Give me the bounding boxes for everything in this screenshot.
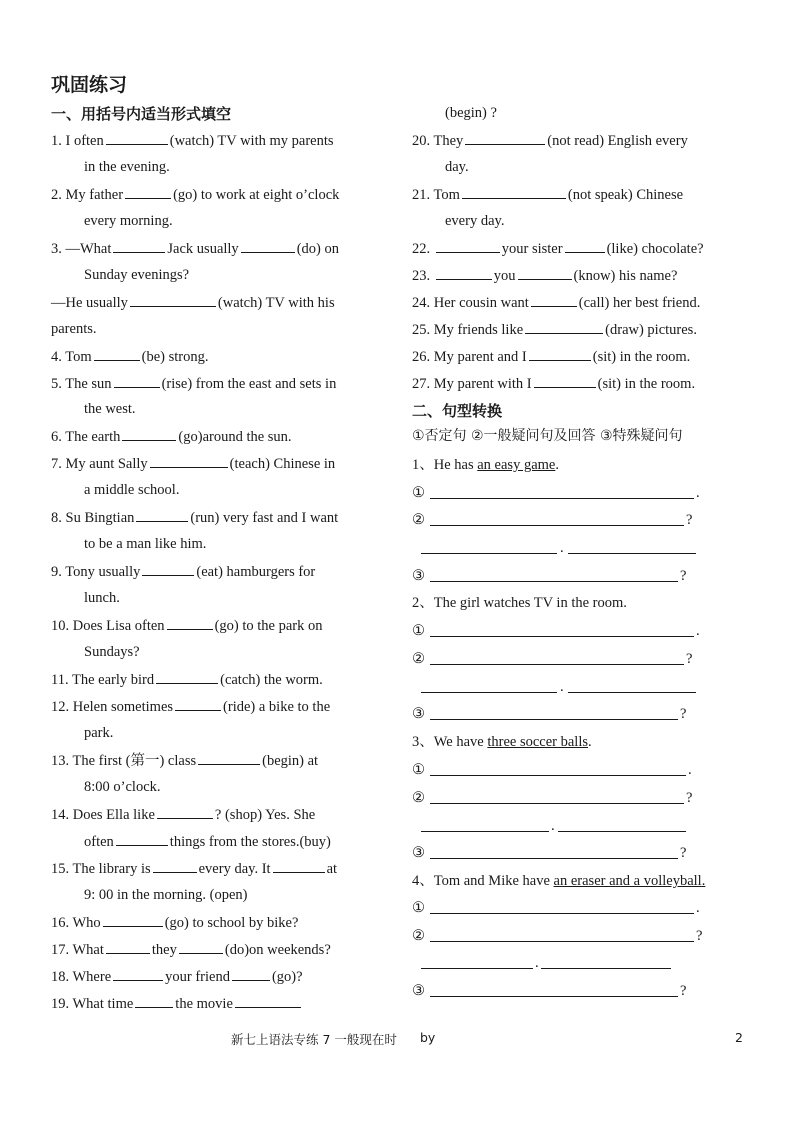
question-2: 2. My father (go) to work at eight o’clock — [51, 187, 340, 203]
question-15: 15. The library is every day. It at — [51, 861, 338, 877]
question-7-cont: a middle school. — [84, 482, 180, 498]
answer-blank[interactable] — [122, 427, 176, 441]
mark-3: ③ — [412, 983, 425, 999]
answer-blank[interactable] — [518, 266, 572, 280]
question-10-cont: Sundays? — [84, 644, 140, 660]
answer-blank[interactable] — [534, 374, 596, 388]
answer-blank[interactable] — [130, 293, 216, 307]
answer-line[interactable] — [430, 913, 694, 914]
question-7: 7. My aunt Sally (teach) Chinese in — [51, 456, 336, 472]
footer-by: by — [420, 1030, 436, 1045]
answer-line[interactable] — [430, 498, 694, 499]
answer-blank[interactable] — [235, 994, 301, 1008]
question-13: 13. The first (第一) class (begin) at — [51, 753, 319, 769]
answer-blank[interactable] — [525, 320, 603, 334]
answer-blank[interactable] — [94, 347, 140, 361]
answer-line[interactable] — [430, 664, 684, 665]
question-13-cont: 8:00 o’clock. — [84, 779, 161, 795]
question-8-cont: to be a man like him. — [84, 536, 207, 552]
question-9: 9. Tony usually (eat) hamburgers for — [51, 564, 316, 580]
answer-blank[interactable] — [142, 562, 194, 576]
period-mark: . — [696, 623, 700, 639]
question-15-cont: 9: 00 in the morning. (open) — [84, 887, 248, 903]
mark-1: ① — [412, 623, 425, 639]
answer-blank[interactable] — [103, 913, 163, 927]
question-23: 23. you (know) his name? — [412, 268, 678, 284]
answer-line[interactable] — [430, 636, 694, 637]
question-21: 21. Tom (not speak) Chinese — [412, 187, 684, 203]
question-mark: ? — [686, 512, 693, 528]
question-11: 11. The early bird (catch) the worm. — [51, 672, 323, 688]
question-mark: ? — [680, 983, 687, 999]
question-21-cont: every day. — [445, 213, 505, 229]
answer-blank[interactable] — [153, 859, 197, 873]
answer-blank[interactable] — [150, 454, 228, 468]
answer-blank[interactable] — [465, 131, 545, 145]
question-19: 19. What time the movie — [51, 994, 303, 1013]
answer-blank[interactable] — [565, 239, 605, 253]
answer-line[interactable] — [568, 692, 696, 693]
answer-line[interactable] — [430, 581, 678, 582]
period-mark: . — [696, 485, 700, 501]
answer-blank[interactable] — [106, 131, 168, 145]
footer-text: 新七上语法专练 7 一般现在时 — [231, 1032, 397, 1047]
question-3-reply: —He usually (watch) TV with his — [51, 295, 335, 311]
answer-blank[interactable] — [113, 967, 163, 981]
answer-blank[interactable] — [273, 859, 325, 873]
period-mark: . — [688, 762, 692, 778]
question-22: 22. your sister (like) chocolate? — [412, 241, 704, 257]
comma-mark: . — [535, 955, 539, 971]
answer-blank[interactable] — [135, 994, 173, 1008]
answer-blank[interactable] — [157, 805, 213, 819]
question-mark: ? — [696, 928, 703, 944]
question-4: 4. Tom (be) strong. — [51, 349, 209, 365]
question-14-cont: often things from the stores.(buy) — [84, 834, 331, 850]
answer-blank[interactable] — [106, 940, 150, 954]
answer-line[interactable] — [421, 553, 557, 554]
answer-blank[interactable] — [436, 239, 500, 253]
question-20: 20. They (not read) English every — [412, 133, 688, 149]
mark-3: ③ — [412, 706, 425, 722]
question-20-cont: day. — [445, 159, 469, 175]
question-18: 18. Where your friend (go)? — [51, 969, 303, 985]
question-14: 14. Does Ella like ? (shop) Yes. She — [51, 807, 316, 823]
answer-blank[interactable] — [529, 347, 591, 361]
comma-mark: . — [551, 818, 555, 834]
answer-blank[interactable] — [136, 508, 188, 522]
mark-1: ① — [412, 485, 425, 501]
question-1-cont: in the evening. — [84, 159, 170, 175]
answer-line[interactable] — [430, 996, 678, 997]
answer-blank[interactable] — [113, 239, 165, 253]
answer-line[interactable] — [430, 803, 684, 804]
mark-3: ③ — [412, 568, 425, 584]
question-12-cont: park. — [84, 725, 114, 741]
mark-3: ③ — [412, 845, 425, 861]
question-mark: ? — [680, 706, 687, 722]
question-5: 5. The sun (rise) from the east and sets in — [51, 376, 337, 392]
question-12: 12. Helen sometimes (ride) a bike to the — [51, 699, 331, 715]
answer-line[interactable] — [421, 968, 533, 969]
page-number: 2 — [735, 1030, 743, 1045]
question-mark: ? — [680, 568, 687, 584]
answer-blank[interactable] — [531, 293, 577, 307]
question-26: 26. My parent and I (sit) in the room. — [412, 349, 691, 365]
answer-line[interactable] — [430, 858, 678, 859]
mark-1: ① — [412, 762, 425, 778]
answer-line[interactable] — [421, 692, 557, 693]
answer-blank[interactable] — [179, 940, 223, 954]
mark-2: ② — [412, 512, 425, 528]
answer-line[interactable] — [541, 968, 671, 969]
period-mark: . — [696, 900, 700, 916]
mark-2: ② — [412, 790, 425, 806]
answer-blank[interactable] — [436, 266, 492, 280]
answer-line[interactable] — [430, 525, 684, 526]
answer-blank[interactable] — [114, 374, 160, 388]
comma-mark: . — [560, 540, 564, 556]
answer-line[interactable] — [558, 831, 686, 832]
question-16: 16. Who (go) to school by bike? — [51, 915, 299, 931]
transform-1: 1、He has an easy game. — [412, 457, 559, 473]
question-17: 17. What they (do)on weekends? — [51, 942, 331, 958]
question-27: 27. My parent with I (sit) in the room. — [412, 376, 696, 392]
section1-title: 一、用括号内适当形式填空 — [51, 105, 232, 123]
question-mark: ? — [686, 651, 693, 667]
question-10: 10. Does Lisa often (go) to the park on — [51, 618, 323, 634]
mark-2: ② — [412, 928, 425, 944]
question-3-reply-cont: parents. — [51, 321, 97, 337]
answer-line[interactable] — [421, 831, 549, 832]
answer-line[interactable] — [430, 719, 678, 720]
answer-blank[interactable] — [167, 616, 213, 630]
answer-blank[interactable] — [156, 670, 218, 684]
answer-blank[interactable] — [175, 697, 221, 711]
transform-4: 4、Tom and Mike have an eraser and a volleyball. — [412, 873, 706, 889]
question-24: 24. Her cousin want (call) her best friend. — [412, 295, 701, 311]
answer-blank[interactable] — [125, 185, 171, 199]
question-25: 25. My friends like (draw) pictures. — [412, 322, 697, 338]
answer-blank[interactable] — [198, 751, 260, 765]
answer-blank[interactable] — [116, 832, 168, 846]
question-19-cont: (begin) ? — [445, 105, 497, 121]
answer-blank[interactable] — [232, 967, 270, 981]
question-3: 3. —What Jack usually (do) on — [51, 241, 339, 257]
question-2-cont: every morning. — [84, 213, 173, 229]
comma-mark: . — [560, 679, 564, 695]
question-9-cont: lunch. — [84, 590, 120, 606]
answer-blank[interactable] — [241, 239, 295, 253]
question-mark: ? — [686, 790, 693, 806]
answer-line[interactable] — [430, 941, 694, 942]
answer-line[interactable] — [568, 553, 696, 554]
transform-2: 2、The girl watches TV in the room. — [412, 595, 627, 611]
question-mark: ? — [680, 845, 687, 861]
page-title: 巩固练习 — [51, 74, 128, 96]
question-1: 1. I often (watch) TV with my parents — [51, 133, 334, 149]
answer-blank[interactable] — [462, 185, 566, 199]
transform-3: 3、We have three soccer balls. — [412, 734, 592, 750]
mark-2: ② — [412, 651, 425, 667]
section2-instruction: ①否定句 ②一般疑问句及回答 ③特殊疑问句 — [412, 428, 683, 444]
question-3-cont: Sunday evenings? — [84, 267, 190, 283]
question-5-cont: the west. — [84, 401, 136, 417]
section2-title: 二、句型转换 — [412, 402, 503, 420]
answer-line[interactable] — [430, 775, 686, 776]
mark-1: ① — [412, 900, 425, 916]
question-6: 6. The earth (go)around the sun. — [51, 429, 292, 445]
question-8: 8. Su Bingtian (run) very fast and I want — [51, 510, 339, 526]
